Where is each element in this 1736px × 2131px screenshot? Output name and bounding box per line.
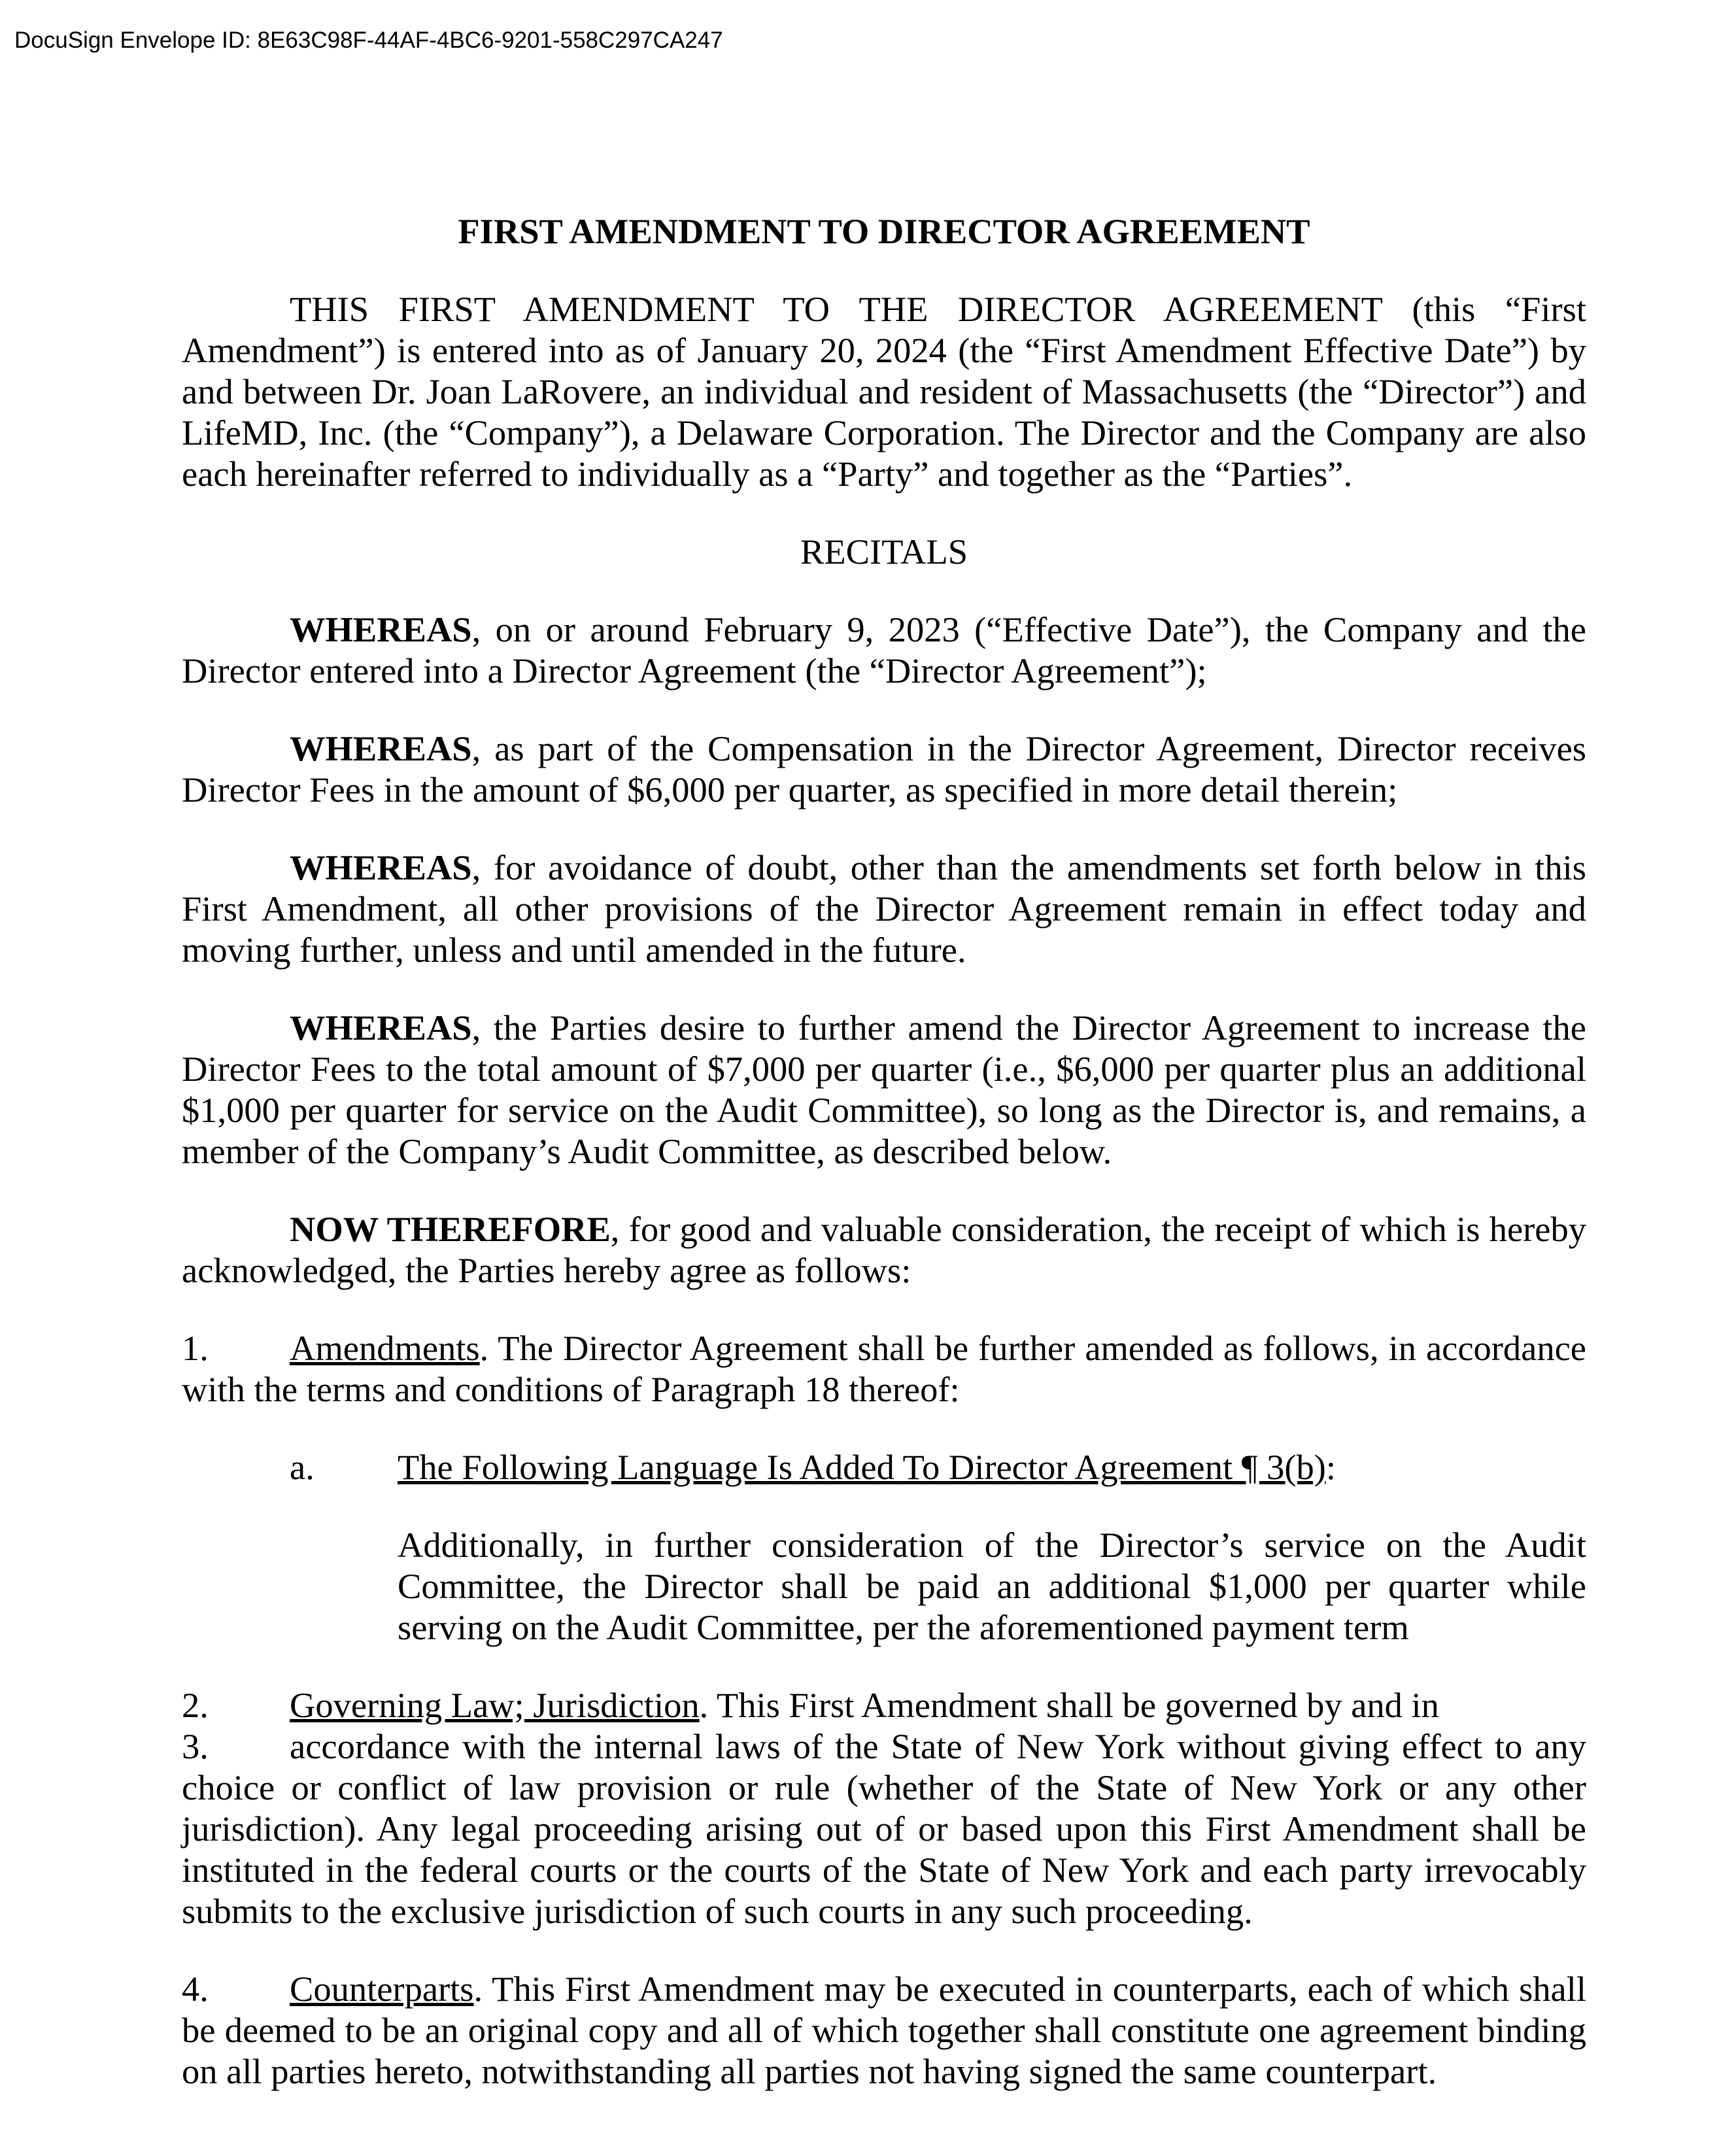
whereas-paragraph-2 (182, 728, 1586, 810)
recitals-heading: RECITALS (800, 532, 968, 571)
whereas-text: , the Parties desire to further amend the Director Agreement to increase the Director Fees to the total amount of $7,000 per quarter (i.e., $6,000 per quarter plus an additional $1,000 per quarter for service on the Audit Committee), so long as the Director is, and remains, a member of the Company’s Audit Committee, as described below. (182, 1008, 1586, 1171)
section-4-text: . This First Amendment may be executed in counterparts, each of which shall be deemed to be an original copy and all of which together shall constitute one agreement binding on all parties hereto, notwithstanding all parties not having signed the same counterpart. (182, 1969, 1586, 2091)
whereas-paragraph-1 (182, 609, 1586, 691)
whereas-paragraph-4 (182, 1007, 1586, 1172)
section-2-3 (182, 1684, 1586, 1932)
whereas-paragraph-3 (182, 847, 1586, 970)
section-3-line (182, 1726, 1586, 1767)
section-4-number: 4. (182, 1969, 209, 2009)
section-4-heading: Counterparts (290, 1969, 474, 2009)
document-title: FIRST AMENDMENT TO DIRECTOR AGREEMENT (458, 211, 1310, 251)
added-language-quote: Additionally, in further consideration of the Director’s service on the Audit Committee, the Director shall be paid an additional $1,000 per quarter while serving on the Audit Committee, per the aforementioned payment term (398, 1525, 1586, 1647)
whereas-label: WHEREAS (290, 609, 472, 649)
now-therefore-text: , for good and valuable consideration, the receipt of which is hereby acknowledged, the Parties hereby agree as follows: (182, 1209, 1586, 1290)
subsection-a (290, 1446, 1586, 1488)
docusign-envelope-id: DocuSign Envelope ID: 8E63C98F-44AF-4BC6-9201-558C297CA247 (14, 27, 723, 53)
section-1 (182, 1327, 1586, 1410)
whereas-text: , as part of the Compensation in the Director Agreement, Director receives Director Fees in the amount of $6,000 per quarter, as specified in more detail therein; (182, 728, 1586, 810)
section-1-number: 1. (182, 1328, 209, 1368)
now-therefore-paragraph (182, 1208, 1586, 1291)
section-1-text: . The Director Agreement shall be further amended as follows, in accordance with the terms and conditions of Paragraph 18 thereof: (182, 1328, 1586, 1409)
section-4 (182, 1968, 1586, 2092)
now-therefore-label: NOW THEREFORE (290, 1209, 611, 1249)
agreement-document (182, 211, 1586, 2128)
section-2-line (182, 1684, 1586, 1726)
whereas-label: WHEREAS (290, 728, 472, 768)
subsection-a-heading: The Following Language Is Added To Director Agreement ¶ 3(b) (398, 1447, 1326, 1487)
section-1-heading: Amendments (290, 1328, 480, 1368)
section-3-text: choice or conflict of law provision or rule (whether of the State of New York or any other jurisdiction). Any legal proceeding arising out of or based upon this First Amendment shall be instituted in the federal courts or the courts of the State of New York and each party irrevocably submits to the exclusive jurisdiction of such courts in any such proceeding. (182, 1767, 1586, 1931)
intro-paragraph: THIS FIRST AMENDMENT TO THE DIRECTOR AGREEMENT (this “First Amendment”) is entered into as of January 20, 2024 (the “First Amendment Effective Date”) by and between Dr. Joan LaRovere, an individual and resident of Massachusetts (the “Director”) and LifeMD, Inc. (the “Company”), a Delaware Corporation. The Director and the Company are also each hereinafter referred to individually as a “Party” and together as the “Parties”. (182, 289, 1586, 494)
whereas-label: WHEREAS (290, 1008, 472, 1048)
section-2-text: . This First Amendment shall be governed by and in (699, 1685, 1439, 1725)
subsection-a-suffix: : (1325, 1447, 1336, 1487)
whereas-label: WHEREAS (290, 847, 472, 887)
whereas-text: , on or around February 9, 2023 (“Effective Date”), the Company and the Director entered into a Director Agreement (the “Director Agreement”); (182, 609, 1586, 690)
section-2-heading: Governing Law; Jurisdiction (290, 1685, 700, 1725)
section-3-first-line: accordance with the internal laws of the State of New York without giving effect to any (290, 1726, 1586, 1766)
section-3-number: 3. (182, 1726, 209, 1766)
subsection-a-letter: a. (290, 1447, 315, 1487)
section-2-number: 2. (182, 1685, 209, 1725)
whereas-text: , for avoidance of doubt, other than the amendments set forth below in this First Amendment, all other provisions of the Director Agreement remain in effect today and moving further, unless and until amended in the future. (182, 847, 1586, 970)
